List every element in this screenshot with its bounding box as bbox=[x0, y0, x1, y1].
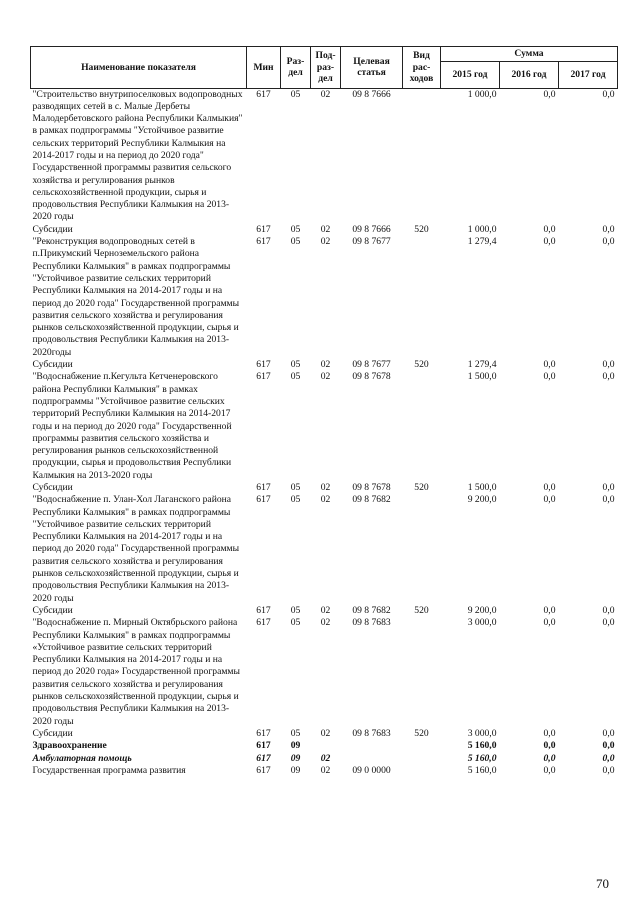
header-expense-type: Вид рас- ходов bbox=[403, 47, 441, 89]
row-name: Субсидии bbox=[32, 604, 73, 616]
row-sum-2016: 0,0 bbox=[543, 752, 556, 764]
row-sum-2017: 0,0 bbox=[602, 752, 615, 764]
row-name: Субсидии bbox=[32, 359, 73, 371]
row-sum-2016: 0,0 bbox=[543, 236, 556, 248]
row-section: 05 bbox=[290, 359, 301, 371]
row-name: "Водоснабжение п. Улан-Хол Лаганского района Республики Калмыкия" в рамках подпрограммы "Устойчивое развитие сельских территорий Республики Калмыкия на 2014-2017 годы и на период до 2020 года" Государственной программы развития сельского хозяйства и регулирования рынков сельскохозяйственной продукции, сырья и продовольствия Республики Калмыкия на 2013-2020 годы bbox=[32, 494, 240, 604]
row-section: 05 bbox=[290, 727, 301, 739]
row-section: 05 bbox=[290, 371, 301, 383]
row-target-article: 09 8 7677 bbox=[352, 359, 391, 371]
row-ministry: 617 bbox=[256, 88, 271, 100]
row-section: 09 bbox=[290, 764, 301, 776]
table-row bbox=[31, 88, 618, 224]
header-section: Раз- дел bbox=[281, 47, 311, 89]
table-body bbox=[31, 88, 618, 777]
row-sum-2017: 0,0 bbox=[602, 727, 615, 739]
row-name: Субсидии bbox=[32, 727, 73, 739]
header-year-2017: 2017 год bbox=[559, 61, 618, 88]
row-sum-2016: 0,0 bbox=[543, 617, 556, 629]
table-row bbox=[31, 765, 618, 777]
row-target-article: 09 8 7683 bbox=[352, 727, 391, 739]
row-subsection: 02 bbox=[320, 359, 331, 371]
row-sum-2017: 0,0 bbox=[602, 482, 615, 493]
row-expense-type bbox=[403, 371, 441, 482]
row-sum-2015: 1 000,0 bbox=[467, 88, 497, 100]
row-name: Здравоохранение bbox=[32, 740, 107, 752]
row-target-article: 09 8 7677 bbox=[352, 236, 391, 248]
row-sum-2016: 0,0 bbox=[543, 494, 556, 506]
table-row bbox=[31, 494, 618, 605]
table-row bbox=[31, 359, 618, 371]
row-target-article: 09 8 7666 bbox=[352, 223, 391, 235]
header-name: Наименование показателя bbox=[31, 47, 247, 89]
row-sum-2016: 0,0 bbox=[543, 359, 556, 371]
row-target-article: 09 8 7682 bbox=[352, 604, 391, 616]
row-sum-2015: 5 160,0 bbox=[467, 752, 497, 764]
row-sum-2017: 0,0 bbox=[602, 494, 615, 506]
row-subsection bbox=[311, 740, 341, 752]
row-expense-type: 520 bbox=[414, 359, 429, 371]
row-sum-2017: 0,0 bbox=[602, 371, 615, 383]
row-section: 05 bbox=[290, 494, 301, 506]
row-ministry: 617 bbox=[256, 617, 271, 629]
row-ministry: 617 bbox=[256, 482, 271, 493]
row-sum-2015: 3 000,0 bbox=[467, 727, 497, 739]
row-section: 05 bbox=[290, 482, 301, 493]
budget-table-page bbox=[30, 46, 617, 777]
table-row bbox=[31, 371, 618, 482]
row-expense-type: 520 bbox=[414, 727, 429, 739]
row-subsection: 02 bbox=[320, 223, 331, 235]
row-ministry: 617 bbox=[256, 371, 271, 383]
header-ministry: Мин bbox=[247, 47, 281, 89]
row-sum-2016: 0,0 bbox=[543, 764, 556, 776]
row-name: "Реконструкция водопроводных сетей в п.Прикумский Черноземельского района Республики Калмыкия" в рамках подпрограммы "Устойчивое развитие сельских территорий Республики Калмыкия на 2014-2017 годы и на период до 2020 года" Государственной программы развития сельского хозяйства и регулирования рынков сельскохозяйственной продукции, сырья и продовольствия Республики Калмыкия на 2013-2020годы bbox=[32, 236, 240, 358]
table-row bbox=[31, 605, 618, 617]
row-subsection: 02 bbox=[320, 764, 331, 776]
row-name: Субсидии bbox=[32, 223, 73, 235]
row-sum-2017: 0,0 bbox=[602, 604, 615, 616]
table-row bbox=[31, 753, 618, 765]
row-subsection: 02 bbox=[320, 727, 331, 739]
row-sum-2016: 0,0 bbox=[543, 482, 556, 493]
row-target-article bbox=[341, 753, 403, 765]
row-expense-type: 520 bbox=[414, 482, 429, 493]
row-target-article: 09 8 7678 bbox=[352, 482, 391, 493]
row-sum-2017: 0,0 bbox=[602, 764, 615, 776]
row-section: 05 bbox=[290, 236, 301, 248]
row-target-article: 09 8 7678 bbox=[352, 371, 391, 383]
row-sum-2017: 0,0 bbox=[602, 359, 615, 371]
table-row bbox=[31, 740, 618, 752]
header-year-2015: 2015 год bbox=[441, 61, 500, 88]
row-subsection: 02 bbox=[320, 371, 331, 383]
row-sum-2015: 3 000,0 bbox=[467, 617, 497, 629]
row-ministry: 617 bbox=[256, 359, 271, 371]
row-ministry: 617 bbox=[256, 494, 271, 506]
row-subsection: 02 bbox=[320, 236, 331, 248]
row-section: 05 bbox=[290, 617, 301, 629]
row-expense-type bbox=[403, 494, 441, 605]
row-sum-2017: 0,0 bbox=[602, 223, 615, 235]
row-subsection: 02 bbox=[320, 88, 331, 100]
row-expense-type bbox=[403, 740, 441, 752]
row-subsection: 02 bbox=[320, 752, 331, 764]
row-section: 09 bbox=[290, 740, 301, 752]
row-expense-type bbox=[403, 88, 441, 224]
row-section: 05 bbox=[290, 88, 301, 100]
row-name: Субсидии bbox=[32, 482, 73, 493]
row-ministry: 617 bbox=[256, 223, 271, 235]
row-name: "Водоснабжение п.Кегульта Кетченеровского района Республики Калмыкия" в рамках подпрограммы "Устойчивое развитие сельских территорий Республики Калмыкия на 2014-2017 годы и на период до 2020 года" Государственной программы развития сельского хозяйства и регулирования рынков сельскохозяйственной продукции, сырья и продовольствия Республики Калмыкия на 2013-2020 годы bbox=[32, 371, 232, 481]
row-section: 05 bbox=[290, 604, 301, 616]
header-sum: Сумма bbox=[441, 47, 618, 62]
row-name: Государственная программа развития bbox=[32, 764, 186, 776]
table-row bbox=[31, 617, 618, 728]
table-row bbox=[31, 236, 618, 359]
row-target-article: 09 8 7666 bbox=[352, 88, 391, 100]
row-target-article bbox=[341, 740, 403, 752]
table-header bbox=[31, 47, 618, 89]
header-year-2016: 2016 год bbox=[500, 61, 559, 88]
row-ministry: 617 bbox=[256, 740, 271, 752]
row-sum-2015: 1 000,0 bbox=[467, 223, 497, 235]
row-name: "Строительство внутрипоселковых водопроводных разводящих сетей в с. Малые Дербеты Малодербетовского района Республики Калмыкия" в рамках подпрограммы "Устойчивое развитие сельских территорий Республики Калмыкия на 2014-2017 годы и на период до 2020 года" Государственной программы развития сельского хозяйства и регулирования рынков сельскохозяйственной продукции, сырья и продовольствия Республики Калмыкия на 2013-2020 годы bbox=[32, 88, 243, 223]
row-target-article: 09 0 0000 bbox=[352, 764, 391, 776]
row-subsection: 02 bbox=[320, 494, 331, 506]
row-section: 09 bbox=[290, 752, 301, 764]
row-ministry: 617 bbox=[256, 604, 271, 616]
row-ministry: 617 bbox=[256, 727, 271, 739]
row-sum-2016: 0,0 bbox=[543, 223, 556, 235]
row-sum-2015: 9 200,0 bbox=[467, 604, 497, 616]
row-expense-type bbox=[403, 765, 441, 777]
row-subsection: 02 bbox=[320, 482, 331, 493]
row-sum-2015: 1 279,4 bbox=[467, 359, 497, 371]
header-target-article: Целевая статья bbox=[341, 47, 403, 89]
row-expense-type bbox=[403, 617, 441, 728]
row-sum-2017: 0,0 bbox=[602, 236, 615, 248]
row-sum-2016: 0,0 bbox=[543, 88, 556, 100]
row-sum-2015: 9 200,0 bbox=[467, 494, 497, 506]
row-ministry: 617 bbox=[256, 236, 271, 248]
row-ministry: 617 bbox=[256, 764, 271, 776]
row-sum-2015: 5 160,0 bbox=[467, 740, 497, 752]
row-ministry: 617 bbox=[256, 752, 271, 764]
row-sum-2015: 1 279,4 bbox=[467, 236, 497, 248]
row-sum-2015: 5 160,0 bbox=[467, 764, 497, 776]
row-target-article: 09 8 7682 bbox=[352, 494, 391, 506]
row-subsection: 02 bbox=[320, 617, 331, 629]
budget-table bbox=[30, 46, 618, 777]
row-sum-2017: 0,0 bbox=[602, 617, 615, 629]
table-row bbox=[31, 482, 618, 494]
page-number: 70 bbox=[596, 876, 609, 891]
row-expense-type bbox=[403, 753, 441, 765]
row-target-article: 09 8 7683 bbox=[352, 617, 391, 629]
row-subsection: 02 bbox=[320, 604, 331, 616]
row-sum-2017: 0,0 bbox=[602, 740, 615, 752]
row-sum-2016: 0,0 bbox=[543, 371, 556, 383]
row-sum-2016: 0,0 bbox=[543, 740, 556, 752]
table-row bbox=[31, 728, 618, 740]
row-section: 05 bbox=[290, 223, 301, 235]
row-expense-type bbox=[403, 236, 441, 359]
row-sum-2016: 0,0 bbox=[543, 604, 556, 616]
row-sum-2015: 1 500,0 bbox=[467, 482, 497, 493]
row-name: Амбулаторная помощь bbox=[32, 752, 132, 764]
row-sum-2015: 1 500,0 bbox=[467, 371, 497, 383]
row-sum-2017: 0,0 bbox=[602, 88, 615, 100]
row-sum-2016: 0,0 bbox=[543, 727, 556, 739]
row-expense-type: 520 bbox=[414, 223, 429, 235]
row-name: "Водоснабжение п. Мирный Октябрьского района Республики Калмыкия" в рамках подпрограммы «Устойчивое развитие сельских территорий Республики Калмыкия на 2014-2017 годы и на период до 2020 года» Государственной программы развития сельского хозяйства и регулирования рынков сельскохозяйственной продукции, сырья и продовольствия Республики Калмыкия на 2013-2020 годы bbox=[32, 617, 240, 727]
header-subsection: Под- раз- дел bbox=[311, 47, 341, 89]
row-expense-type: 520 bbox=[414, 604, 429, 616]
table-row bbox=[31, 224, 618, 236]
